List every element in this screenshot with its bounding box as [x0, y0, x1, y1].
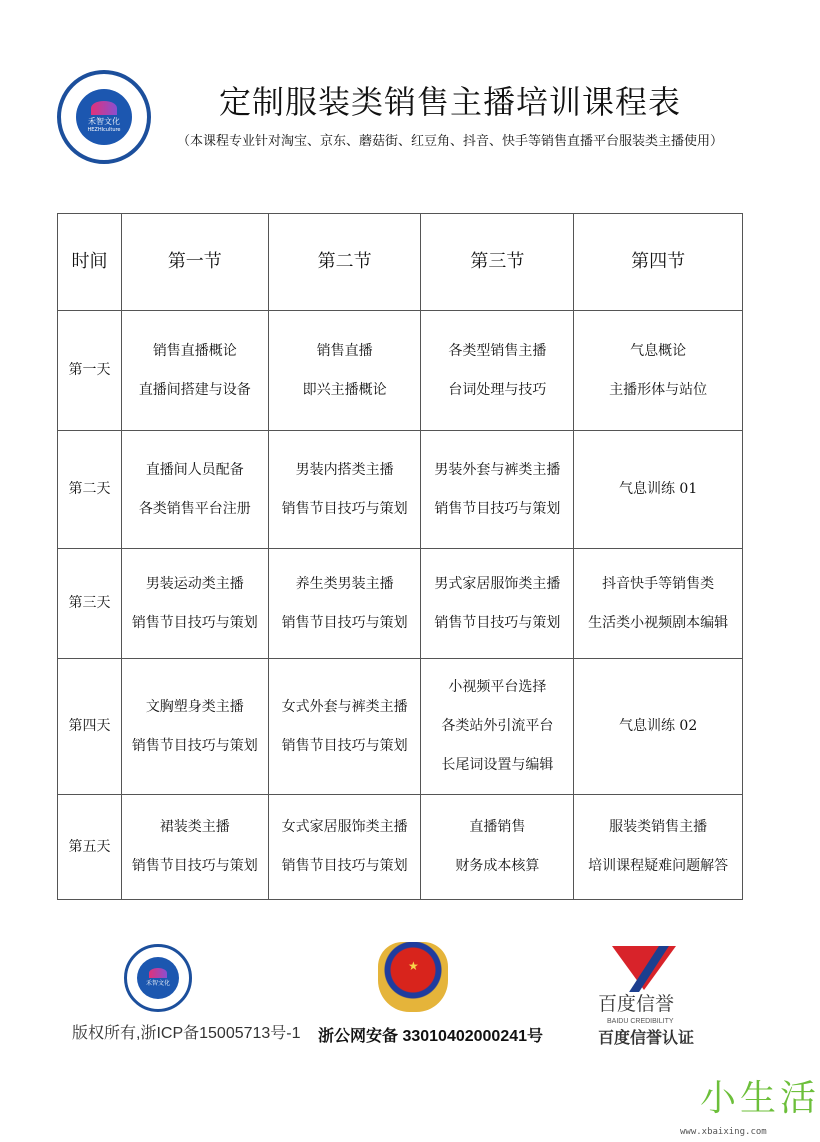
session-line: 生活类小视频剧本编辑 — [588, 614, 729, 631]
page-title: 定制服装类销售主播培训课程表 — [218, 83, 681, 121]
logo-swoosh-icon — [91, 101, 117, 115]
day-cell: 第一天 — [58, 311, 122, 431]
session-line: 裙装类主播 — [159, 819, 230, 835]
session-line: 气息训练 01 — [618, 481, 698, 497]
session-line: 销售节目技巧与策划 — [281, 614, 408, 631]
session-line: 培训课程疑难问题解答 — [588, 858, 729, 874]
session-cell — [574, 549, 743, 659]
table-row — [58, 431, 743, 549]
footer-company-logo — [124, 944, 192, 1012]
day-cell: 第五天 — [58, 795, 122, 900]
session-line: 直播间人员配备 — [145, 461, 244, 478]
session-line: 男装外套与裤类主播 — [434, 461, 561, 478]
session-line: 台词处理与技巧 — [448, 381, 547, 398]
session-line: 抖音快手等销售类 — [602, 575, 715, 592]
session-cell — [268, 549, 421, 659]
day-cell: 第二天 — [58, 431, 122, 549]
session-cell — [268, 431, 421, 549]
session-line: 气息概论 — [630, 342, 687, 359]
logo-text: 禾智文化 — [88, 116, 120, 126]
session-line: 直播间搭建与设备 — [138, 381, 251, 398]
column-header: 第三节 — [421, 214, 574, 311]
session-cell — [121, 431, 268, 549]
police-record-text: 浙公网安备 33010402000241号 — [318, 1028, 544, 1045]
session-line: 直播销售 — [469, 819, 526, 835]
session-line: 养生类男装主播 — [295, 575, 394, 592]
session-line: 女式家居服饰类主播 — [281, 819, 408, 835]
session-line: 女式外套与裤类主播 — [281, 698, 408, 715]
logo-sub: HEZHIculture — [87, 126, 121, 133]
company-logo — [57, 70, 151, 164]
session-cell — [421, 431, 574, 549]
session-line: 销售节目技巧与策划 — [131, 858, 258, 874]
session-line: 销售节目技巧与策划 — [281, 500, 408, 517]
session-line: 销售节目技巧与策划 — [281, 858, 408, 874]
session-line: 销售节目技巧与策划 — [131, 737, 258, 754]
footer-logo-text: 禾智文化 — [145, 980, 170, 987]
baidu-cert-text: 百度信誉认证 — [598, 1030, 695, 1047]
session-line: 销售节目技巧与策划 — [434, 500, 561, 517]
session-line: 文胸塑身类主播 — [145, 698, 244, 715]
session-cell — [574, 431, 743, 549]
session-line: 长尾词设置与编辑 — [441, 757, 554, 773]
table-row — [58, 549, 743, 659]
session-cell — [121, 549, 268, 659]
watermark-url: www.xbaixing.com — [680, 1127, 767, 1137]
session-line: 主播形体与站位 — [609, 381, 708, 398]
session-line: 销售节目技巧与策划 — [131, 614, 258, 631]
session-line: 气息训练 02 — [618, 718, 698, 734]
baidu-en-text: BAIDU CREDIBILITY — [607, 1018, 674, 1025]
session-cell — [421, 659, 574, 795]
baidu-logo-text: 百度信誉 — [598, 994, 675, 1015]
column-header: 第四节 — [574, 214, 743, 311]
watermark-logo: 小生活 — [700, 1077, 820, 1118]
session-cell — [574, 659, 743, 795]
copyright-text: 版权所有,浙ICP备15005713号-1 — [72, 1025, 301, 1042]
session-line: 销售直播概论 — [152, 342, 237, 359]
session-line: 财务成本核算 — [455, 858, 540, 874]
session-cell — [121, 659, 268, 795]
day-cell: 第四天 — [58, 659, 122, 795]
session-cell — [121, 311, 268, 431]
table-row — [58, 311, 743, 431]
session-line: 销售节目技巧与策划 — [434, 614, 561, 631]
session-line: 各类型销售主播 — [448, 342, 547, 359]
column-header: 第二节 — [268, 214, 421, 311]
session-cell — [421, 311, 574, 431]
column-header: 时间 — [58, 214, 122, 311]
session-line: 各类销售平台注册 — [138, 500, 251, 517]
session-cell — [421, 549, 574, 659]
session-cell — [268, 795, 421, 900]
session-line: 销售节目技巧与策划 — [281, 737, 408, 754]
session-cell — [121, 795, 268, 900]
session-line: 销售直播 — [316, 342, 373, 359]
session-cell — [421, 795, 574, 900]
session-line: 男式家居服饰类主播 — [434, 575, 561, 592]
session-line: 服装类销售主播 — [609, 819, 708, 835]
schedule-table — [57, 213, 743, 900]
table-row — [58, 659, 743, 795]
day-cell: 第三天 — [58, 549, 122, 659]
column-header: 第一节 — [121, 214, 268, 311]
session-cell — [268, 659, 421, 795]
police-emblem-icon: ★ — [378, 942, 448, 1012]
table-header-row — [58, 214, 743, 311]
session-cell — [574, 795, 743, 900]
session-line: 即兴主播概论 — [302, 381, 387, 398]
session-line: 各类站外引流平台 — [441, 718, 554, 734]
session-line: 男装内搭类主播 — [295, 461, 394, 478]
session-line: 男装运动类主播 — [145, 575, 244, 592]
session-line: 小视频平台选择 — [448, 679, 547, 695]
page-subtitle: （本课程专业针对淘宝、京东、蘑菇街、红豆角、抖音、快手等销售直播平台服装类主播使用） — [176, 134, 723, 149]
table-row — [58, 795, 743, 900]
session-cell — [574, 311, 743, 431]
session-cell — [268, 311, 421, 431]
